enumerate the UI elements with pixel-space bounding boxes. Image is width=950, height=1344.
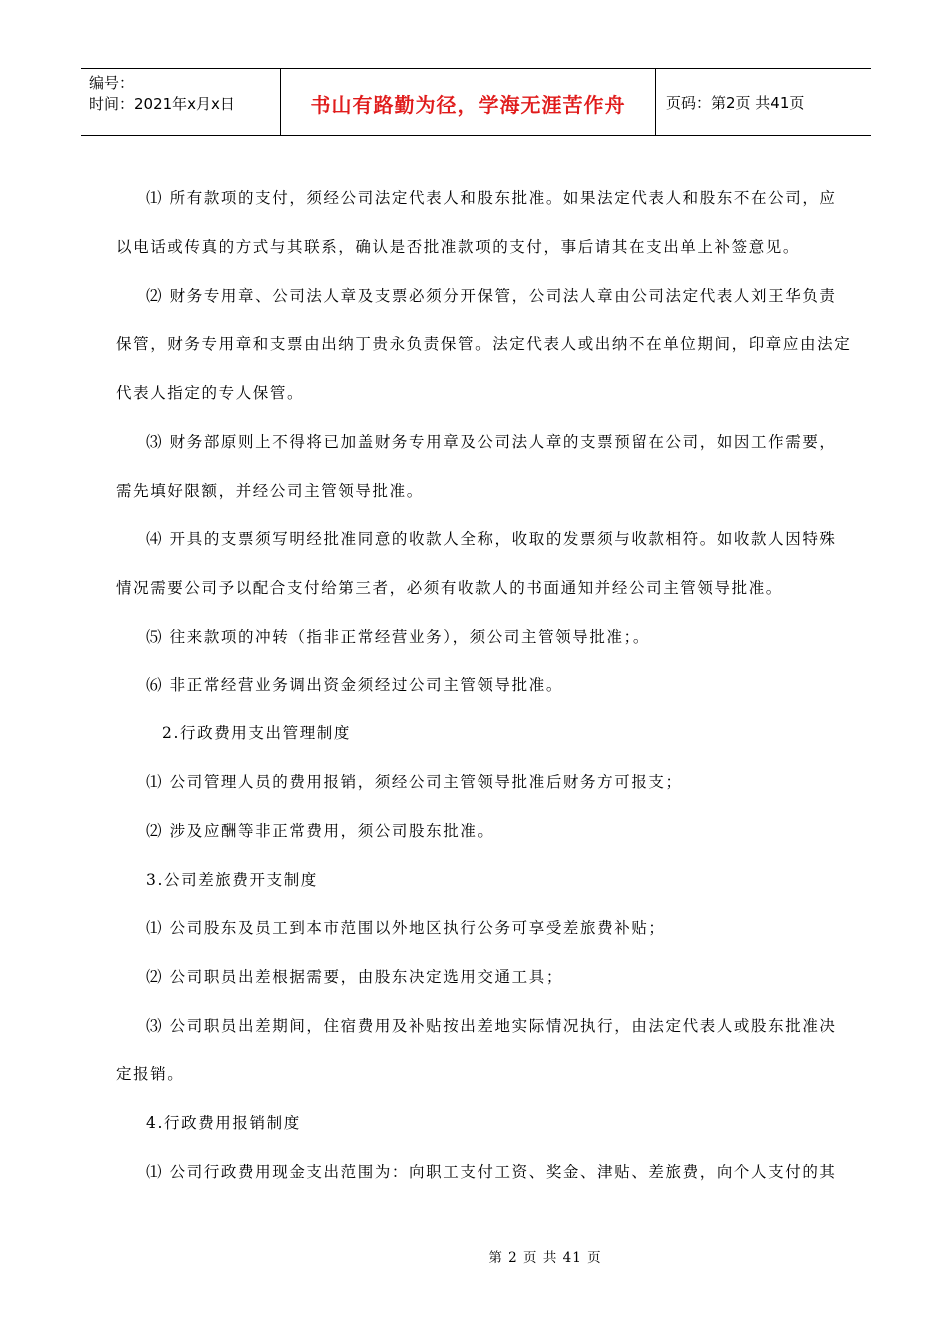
paragraph-line: 情况需要公司予以配合支付给第三者，必须有收款人的书面通知并经公司主管领导批准。 <box>116 579 783 597</box>
paragraph-line: ⑵ 涉及应酬等非正常费用，须公司股东批准。 <box>146 822 495 840</box>
paragraph-line: ⑵ 公司职员出差根据需要，由股东决定选用交通工具； <box>146 968 563 986</box>
paragraph-line: 需先填好限额，并经公司主管领导批准。 <box>116 482 424 500</box>
header-page-number: 页码：第2页 共41页 <box>666 93 805 112</box>
document-date-label: 时间：2021年x月x日 <box>89 95 235 113</box>
paragraph-line: ⑴ 所有款项的支付，须经公司法定代表人和股东批准。如果法定代表人和股东不在公司，应 <box>146 189 837 207</box>
paragraph-line: 代表人指定的专人保管。 <box>116 384 305 402</box>
document-number-label: 编号： <box>89 74 135 92</box>
footer-page-number: 第 2 页 共 41 页 <box>488 1250 602 1266</box>
paragraph-line: 以电话或传真的方式与其联系，确认是否批准款项的支付，事后请其在支出单上补签意见。 <box>116 238 801 256</box>
paragraph-line: ⑴ 公司行政费用现金支出范围为：向职工支付工资、奖金、津贴、差旅费，向个人支付的其 <box>146 1163 837 1181</box>
page-header <box>81 68 871 136</box>
paragraph-line: ⑶ 财务部原则上不得将已加盖财务专用章及公司法人章的支票预留在公司，如因工作需要， <box>146 433 837 451</box>
paragraph-line: ⑸ 往来款项的冲转（指非正常经营业务），须公司主管领导批准；。 <box>146 628 651 646</box>
paragraph-line: 定报销。 <box>116 1065 185 1083</box>
paragraph-line: ⑷ 开具的支票须写明经批准同意的收款人全称，收取的发票须与收款相符。如收款人因特殊 <box>146 530 837 548</box>
paragraph-line: ⑵ 财务专用章、公司法人章及支票必须分开保管，公司法人章由公司法定代表人刘王华负责 <box>146 287 837 305</box>
paragraph-line: ⑴ 公司股东及员工到本市范围以外地区执行公务可享受差旅费补贴； <box>146 919 666 937</box>
header-motto: 书山有路勤为径，学海无涯苦作舟 <box>281 69 656 135</box>
paragraph-line: 保管，财务专用章和支票由出纳丁贵永负责保管。法定代表人或出纳不在单位期间，印章应由法定 <box>116 335 852 353</box>
section-heading: 3.公司差旅费开支制度 <box>146 871 318 889</box>
paragraph-line: ⑹ 非正常经营业务调出资金须经过公司主管领导批准。 <box>146 676 563 694</box>
header-meta <box>81 69 281 135</box>
section-heading: 4.行政费用报销制度 <box>146 1114 301 1132</box>
paragraph-line: ⑶ 公司职员出差期间，住宿费用及补贴按出差地实际情况执行，由法定代表人或股东批准决 <box>146 1017 837 1035</box>
section-heading: 2.行政费用支出管理制度 <box>162 724 351 742</box>
page-footer <box>0 1246 950 1266</box>
paragraph-line: ⑴ 公司管理人员的费用报销，须经公司主管领导批准后财务方可报支； <box>146 773 683 791</box>
